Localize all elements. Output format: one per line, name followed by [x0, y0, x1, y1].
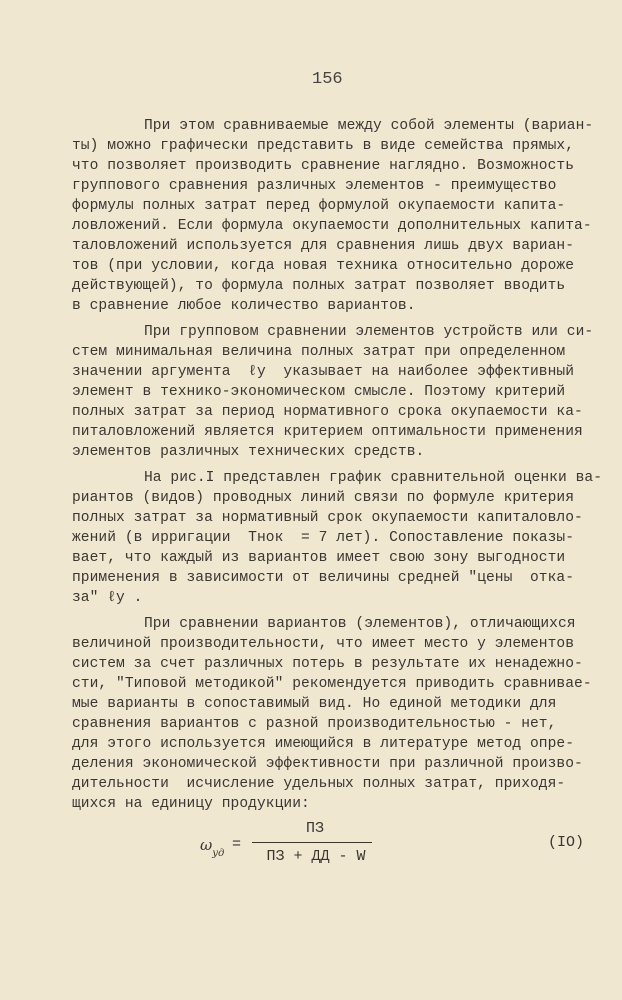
text-line: таловложений используется для сравнения лишь двух вариан- — [72, 238, 575, 254]
text-line: деления экономической эффективности при различной произво- — [72, 756, 583, 772]
text-line: полных затрат за нормативный срок окупаемости капиталовло- — [72, 510, 583, 526]
formula-lhs-subscript: уд — [212, 848, 225, 859]
formula-lhs: $\omega_{уд}$ — [200, 836, 225, 859]
formula-denominator: ПЗ + ДД - W — [266, 848, 366, 865]
text-line: вает, что каждый из вариантов имеет свою зону выгодности — [72, 550, 566, 566]
text-line: что позволяет производить сравнение наглядно. Возможность — [72, 158, 575, 174]
text-line: сравнения вариантов с разной производительностью - нет, — [72, 716, 557, 732]
text-line: элемент в технико-экономическом смысле. Поэтому критерий — [72, 384, 566, 400]
text-line: для этого используется имеющийся в литературе метод опре- — [72, 736, 575, 752]
text-line: величиной производительности, что имеет место у элементов — [72, 636, 575, 652]
text-line: ты) можно графически представить в виде семейства прямых, — [72, 138, 575, 154]
equation-number: (IO) — [548, 834, 585, 851]
text-line: формулы полных затрат перед формулой окупаемости капита- — [72, 198, 566, 214]
text-line: При этом сравниваемые между собой элементы (вариан- — [144, 118, 594, 134]
fraction-bar — [252, 842, 372, 843]
formula-numerator: ПЗ — [305, 820, 324, 837]
text-line: за" ℓу . — [72, 590, 143, 606]
text-line: полных затрат за период нормативного срока окупаемости ка- — [72, 404, 583, 420]
text-line: При сравнении вариантов (элементов), отличающихся — [144, 616, 576, 632]
equals-sign: = — [232, 836, 242, 853]
text-line: мые варианты в сопоставимый вид. Но единой методики для — [72, 696, 557, 712]
text-line: При групповом сравнении элементов устройств или си- — [144, 324, 594, 340]
page-number: 156 — [312, 70, 343, 89]
text-line: риантов (видов) проводных линий связи по формуле критерия — [72, 490, 575, 506]
text-line: сти, "Типовой методикой" рекомендуется приводить сравнивае- — [72, 676, 592, 692]
text-line: жений (в ирригации Тнок = 7 лет). Сопоставление показы- — [72, 530, 575, 546]
text-line: дительности исчисление удельных полных затрат, приходя- — [72, 776, 566, 792]
text-line: группового сравнения различных элементов - преимущество — [72, 178, 557, 194]
text-line: На рис.I представлен график сравнительной оценки ва- — [144, 470, 602, 486]
text-line: применения в зависимости от величины средней "цены отка- — [72, 570, 575, 586]
text-line: систем за счет различных потерь в результате их ненадежно- — [72, 656, 583, 672]
text-line: значении аргумента ℓу указывает на наиболее эффективный — [72, 364, 575, 380]
text-line: питаловложений является критерием оптимальности применения — [72, 424, 583, 440]
text-line: элементов различных технических средств. — [72, 444, 425, 460]
text-line: в сравнение любое количество вариантов. — [72, 298, 416, 314]
text-line: стем минимальная величина полных затрат при определенном — [72, 344, 566, 360]
text-line: щихся на единицу продукции: — [72, 796, 310, 812]
text-line: ловложений. Если формула окупаемости дополнительных капита- — [72, 218, 592, 234]
text-line: тов (при условии, когда новая техника относительно дороже — [72, 258, 575, 274]
text-line: действующей), то формула полных затрат позволяет вводить — [72, 278, 566, 294]
